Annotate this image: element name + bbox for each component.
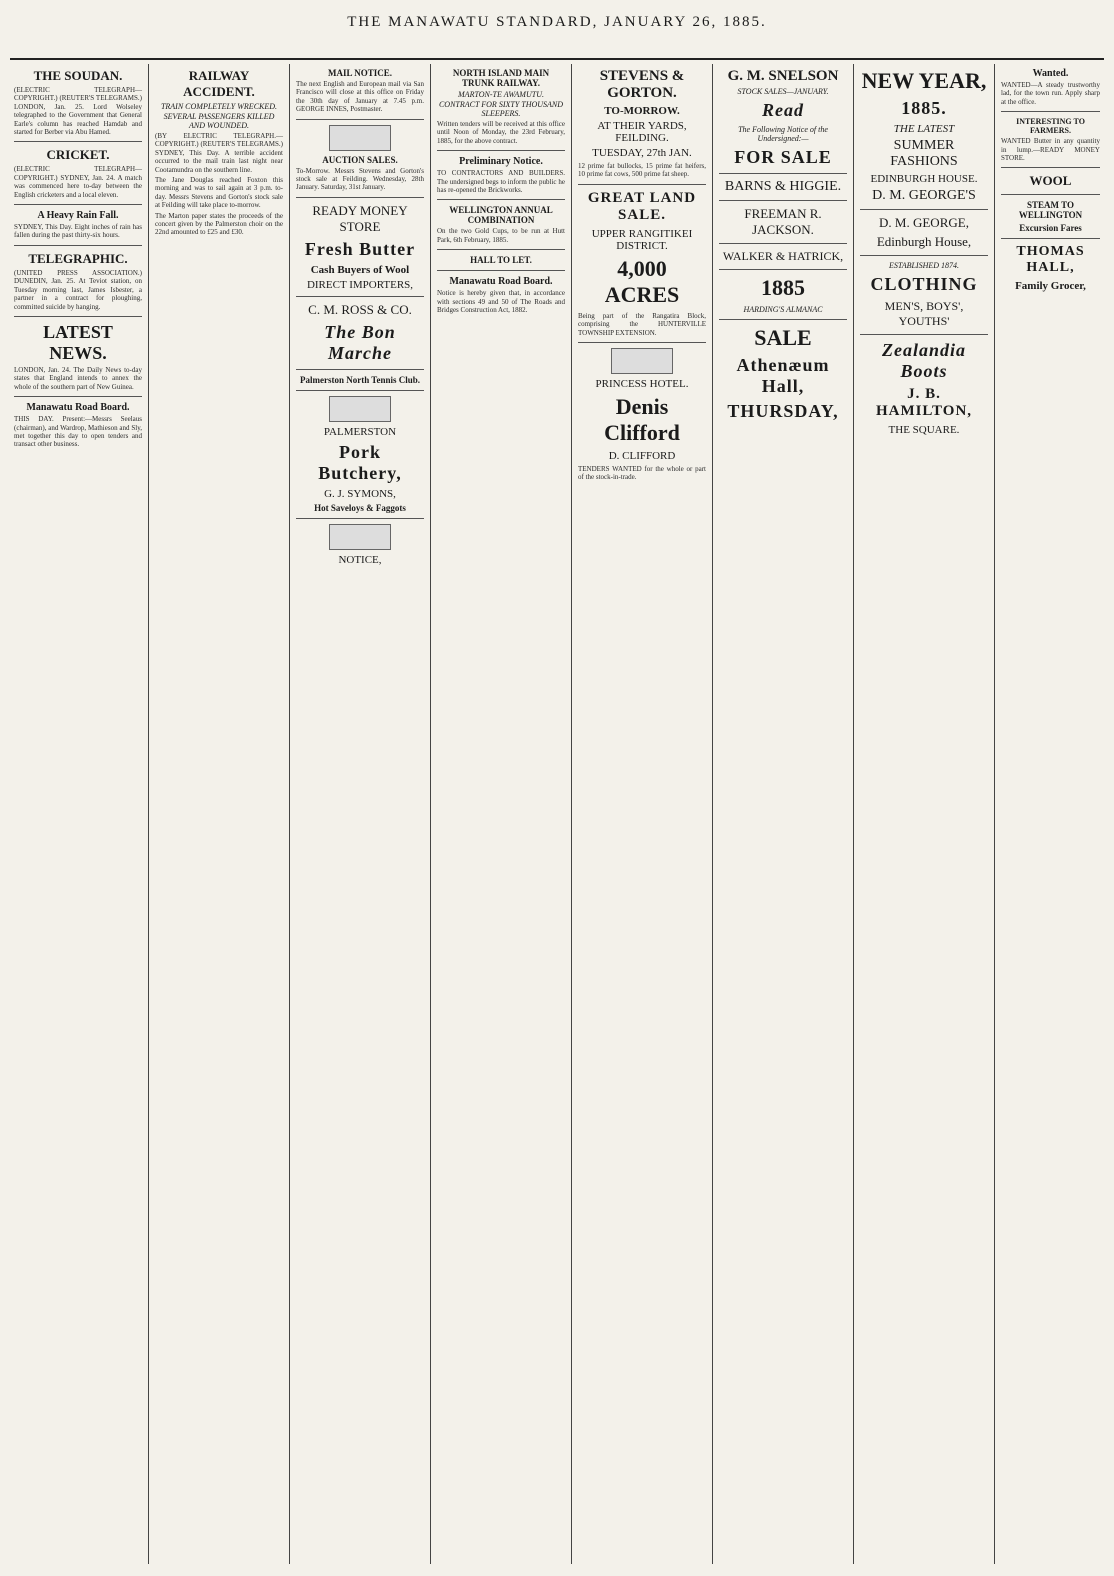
soudan-heading: THE SOUDAN.: [33, 68, 123, 83]
harding-almanac: HARDING'S ALMANAC: [743, 305, 823, 314]
summer-fashions: SUMMER FASHIONS: [890, 138, 958, 169]
separator: [14, 245, 142, 246]
for-sale-label: FOR SALE: [734, 147, 832, 167]
columns: [10, 64, 1104, 1564]
separator: [296, 518, 424, 519]
separator: [1001, 111, 1100, 112]
column-divider: [994, 64, 995, 1564]
separator: [719, 200, 847, 201]
athenaeum-hall: Athenæum Hall,: [736, 355, 830, 396]
masthead-title: THE MANAWATU STANDARD, JANUARY 26, 1885.: [347, 14, 767, 30]
concert-text: The Marton paper states the proceeds of the concert given by the Palmerston choir on the 22nd amounted to £25 and £30.: [155, 211, 283, 237]
separator: [578, 184, 706, 185]
freeman-jackson: FREEMAN R. JACKSON.: [744, 206, 822, 237]
telegraphic-text: (UNITED PRESS ASSOCIATION.) DUNEDIN, Jan. 25. At Teviot station, on Tuesday morning last, James Isbester, a partner in a contract for ploughing, committed suicide by hanging.: [14, 268, 142, 311]
thomas-hall: THOMAS HALL,: [1016, 244, 1085, 276]
dm-george: D. M. GEORGE,: [879, 215, 969, 230]
masthead: [0, 0, 1114, 64]
column-2: [151, 64, 287, 1564]
cash-buyers-wool: Cash Buyers of Wool: [310, 263, 410, 276]
column-8: [997, 64, 1104, 1564]
separator: [14, 141, 142, 142]
year-1885: 1885: [761, 275, 805, 300]
edinburgh-house: Edinburgh House,: [876, 234, 972, 249]
wool-heading: WOOL: [1029, 173, 1072, 189]
new-year: NEW YEAR,: [861, 68, 987, 93]
saveloys: Hot Saveloys & Faggots: [314, 502, 406, 513]
column-5: [574, 64, 710, 1564]
zealandia-boots: Zealandia Boots: [882, 340, 966, 381]
farmers-text: WANTED Butter in any quantity in lump.—READY MONEY STORE.: [1001, 137, 1100, 163]
main-trunk-text: Written tenders will be received at this office until Noon of Monday, the 23rd February, 1885, for the above contract.: [437, 120, 565, 145]
land-sale-text: Being part of the Rangatira Block, comprising the HUNTERVILLE TOWNSHIP EXTENSION.: [578, 311, 706, 337]
accident-text: (BY ELECTRIC TELEGRAPH.—COPYRIGHT.) (REUTER'S TELEGRAMS.) SYDNEY, This Day. A terrible accident occurred to the mail train last night near Cootamundra on the southern line.: [155, 132, 283, 174]
rangitikei-district: UPPER RANGITIKEI DISTRICT.: [591, 227, 693, 252]
thursday-label: THURSDAY,: [727, 401, 839, 421]
pork-butchery: Pork Butchery,: [318, 441, 402, 483]
column-divider: [712, 64, 713, 1564]
farmers-heading: INTERESTING TO FARMERS.: [1016, 117, 1085, 136]
separator: [719, 269, 847, 270]
acres-label: 4,000 ACRES: [604, 255, 680, 307]
pig-cut: [329, 396, 391, 422]
rainfall-text: SYDNEY, This Day. Eight inches of rain has fallen during the past thirty-six hours.: [14, 223, 142, 240]
yards-label: AT THEIR YARDS, FEILDING.: [597, 120, 687, 144]
date-label: TUESDAY, 27th JAN.: [592, 147, 692, 159]
mail-notice-text: The next English and European mail via San Francisco will close at this office on Friday the 30th day of January at 7.45 p.m. GEORGE INNES, Postmaster.: [296, 80, 424, 114]
steam-heading: STEAM TO WELLINGTON: [1018, 200, 1083, 221]
separator: [860, 209, 988, 210]
family-grocer: Family Grocer,: [1015, 280, 1086, 293]
masthead-rule: [10, 58, 1104, 60]
wanted-heading: Wanted.: [1032, 68, 1069, 79]
separator: [1001, 238, 1100, 239]
wellington-combination-text: On the two Gold Cups, to be run at Hutt Park, 6th February, 1885.: [437, 227, 565, 244]
separator: [437, 249, 565, 250]
stevens-gorton-heading: STEVENS & GORTON.: [599, 68, 685, 101]
hamilton-name: J. B. HAMILTON,: [875, 386, 973, 419]
the-square: THE SQUARE.: [888, 424, 960, 436]
ross-co: C. M. ROSS & CO.: [308, 301, 412, 317]
passengers-subheading: SEVERAL PASSENGERS KILLED AND WOUNDED.: [163, 112, 275, 130]
local-news-text: The Jane Douglas reached Foxton this morning and was to sail again at 3 p.m. to-day. Messrs Stevens and Gorton's stock sale at Feilding will take place to-morrow.: [155, 176, 283, 210]
separator: [860, 255, 988, 256]
sale-label: SALE: [754, 325, 812, 350]
rainfall-heading: A Heavy Rain Fall.: [37, 210, 119, 222]
tennis-club: Palmerston North Tennis Club.: [299, 374, 421, 385]
separator: [437, 150, 565, 151]
separator: [14, 316, 142, 317]
column-divider: [148, 64, 149, 1564]
walker-hatrick: WALKER & HATRICK,: [722, 249, 844, 263]
column-divider: [571, 64, 572, 1564]
established-1874: ESTABLISHED 1874.: [888, 261, 960, 270]
year-label: 1885.: [901, 98, 947, 118]
soudan-text: (ELECTRIC TELEGRAPH—COPYRIGHT.) (REUTER'S TELEGRAMS.) LONDON, Jan. 25. Lord Wolseley telegraphed to the Government that General Earle's column has reached Hamdab and started for Berber via Abu Hamed.: [14, 86, 142, 137]
edinburgh-house-heading: EDINBURGH HOUSE.: [870, 173, 978, 185]
separator: [296, 197, 424, 198]
horse-cut: [329, 524, 391, 550]
latest-news-heading: LATEST NEWS.: [43, 321, 113, 363]
road-board-heading: Manawatu Road Board.: [26, 402, 130, 414]
telegraphic-heading: TELEGRAPHIC.: [28, 250, 128, 266]
read-label: Read: [762, 100, 804, 120]
separator: [437, 270, 565, 271]
d-clifford: D. CLIFFORD: [608, 450, 676, 463]
mens-boys-youths: MEN'S, BOYS', YOUTHS': [884, 299, 964, 328]
clothing-label: CLOTHING: [870, 274, 978, 294]
direct-importers: DIRECT IMPORTERS,: [306, 278, 414, 291]
main-trunk-heading: NORTH ISLAND MAIN TRUNK RAILWAY.: [452, 68, 550, 88]
separator: [296, 119, 424, 120]
symons-name: G. J. SYMONS,: [324, 487, 396, 500]
wellington-combination-heading: WELLINGTON ANNUAL COMBINATION: [449, 205, 553, 226]
column-1: [10, 64, 146, 1564]
road-board-notice-text: Notice is hereby given that, in accordance with sections 49 and 50 of The Roads and Bridges Construction Act, 1882.: [437, 289, 565, 315]
separator: [296, 369, 424, 370]
snelson-heading: G. M. SNELSON: [727, 68, 839, 84]
auction-sales-text: To-Morrow. Messrs Stevens and Gorton's stock sale at Feilding. Wednesday, 28th January. Saturday, 31st January.: [296, 166, 424, 192]
preliminary-notice-heading: Preliminary Notice.: [459, 156, 543, 168]
ready-money-store: READY MONEY STORE: [312, 202, 408, 234]
separator: [296, 390, 424, 391]
separator: [14, 396, 142, 397]
column-divider: [289, 64, 290, 1564]
separator: [1001, 194, 1100, 195]
separator: [860, 334, 988, 335]
separator: [1001, 167, 1100, 168]
separator: [719, 243, 847, 244]
tomorrow-label: TO-MORROW.: [604, 105, 680, 117]
road-board-text: THIS DAY. Present:—Messrs Seelaus (chairman), and Wardrop, Mathieson and Sly, met together this day to open tenders and transact other business.: [14, 415, 142, 449]
separator: [296, 296, 424, 297]
column-6: [715, 64, 851, 1564]
marton-subheading: MARTON-TE AWAMUTU.: [458, 90, 544, 99]
cricket-heading: CRICKET.: [46, 147, 110, 163]
separator: [719, 319, 847, 320]
excursion-fares: Excursion Fares: [1019, 223, 1082, 234]
column-divider: [430, 64, 431, 1564]
notice-label: NOTICE,: [338, 553, 382, 566]
wanted-text: WANTED—A steady trustworthy lad, for the town run. Apply sharp at the office.: [1001, 81, 1100, 106]
column-4: [433, 64, 569, 1564]
road-board-notice-heading: Manawatu Road Board.: [449, 276, 553, 288]
mail-notice-heading: MAIL NOTICE.: [327, 68, 392, 78]
separator: [719, 173, 847, 174]
separator: [437, 199, 565, 200]
column-3: [292, 64, 428, 1564]
railway-accident-heading: RAILWAY ACCIDENT.: [183, 68, 255, 99]
george-name: D. M. GEORGE'S: [872, 188, 976, 203]
following-notice: The Following Notice of the Undersigned:—: [738, 125, 828, 143]
auction-sales-heading: AUCTION SALES.: [322, 154, 398, 165]
fresh-butter: Fresh Butter: [304, 238, 416, 259]
separator: [14, 204, 142, 205]
stock-sales-subheading: STOCK SALES—JANUARY.: [737, 87, 829, 96]
column-7: [856, 64, 992, 1564]
barns-higgie: BARNS & HIGGIE.: [724, 179, 842, 194]
preliminary-notice-text: TO CONTRACTORS AND BUILDERS. The undersigned begs to inform the public he has re-opened the Brickworks.: [437, 169, 565, 195]
latest-news-text: LONDON, Jan. 24. The Daily News to-day states that England intends to annex the whole of the southern part of New Guinea.: [14, 365, 142, 391]
hotel-cut: [611, 348, 673, 374]
stock-list-text: 12 prime fat bullocks, 15 prime fat heifers, 10 prime fat cows, 500 prime fat sheep.: [578, 162, 706, 179]
train-wrecked-subheading: TRAIN COMPLETELY WRECKED.: [160, 102, 278, 111]
sleepers-subheading: CONTRACT FOR SIXTY THOUSAND SLEEPERS.: [438, 100, 564, 118]
princess-hotel: PRINCESS HOTEL.: [595, 378, 689, 391]
latest-label: THE LATEST: [893, 123, 955, 135]
great-land-sale: GREAT LAND SALE.: [587, 189, 697, 223]
bon-marche: The Bon Marche: [324, 321, 396, 363]
denis-clifford: Denis Clifford: [604, 394, 680, 446]
column-divider: [853, 64, 854, 1564]
tenders-text: TENDERS WANTED for the whole or part of the stock-in-trade.: [578, 465, 706, 482]
hall-to-let-heading: HALL TO LET.: [470, 255, 532, 266]
palmerston-label: PALMERSTON: [323, 425, 397, 438]
auction-cut: [329, 125, 391, 151]
cricket-text: (ELECTRIC TELEGRAPH—COPYRIGHT.) SYDNEY, Jan. 24. A match was commenced here to-day between the English cricketers and a local eleven.: [14, 165, 142, 199]
separator: [578, 342, 706, 343]
